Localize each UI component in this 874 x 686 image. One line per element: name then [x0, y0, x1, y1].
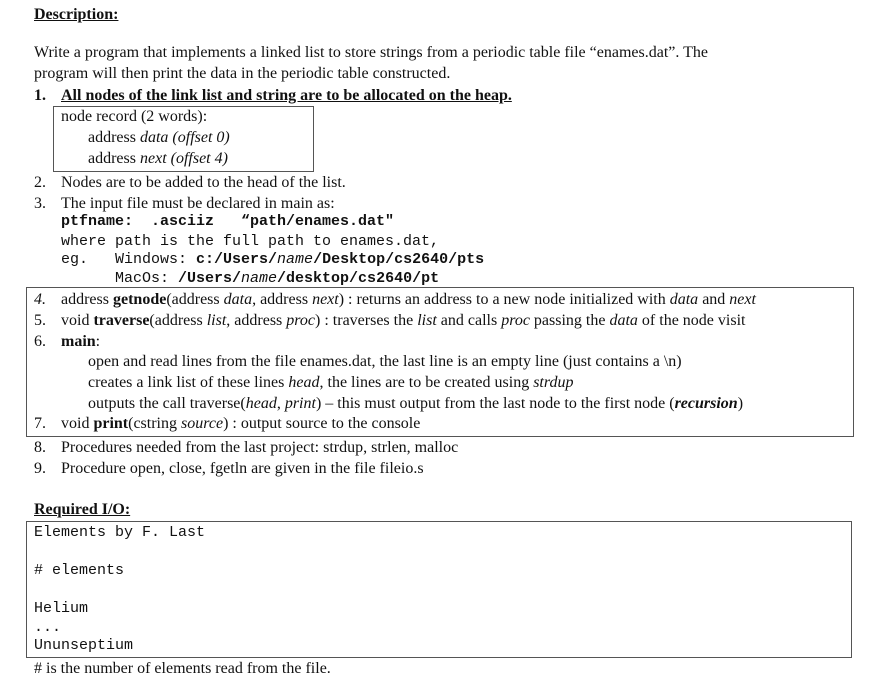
code-where-path: where path is the full path to enames.dat, — [61, 233, 440, 250]
item-2-text: Nodes are to be added to the head of the list. — [61, 174, 346, 191]
item-9-number: 9. — [34, 460, 46, 477]
main-step-open: open and read lines from the file enames.dat, the last line is an empty line (just contains a \n) — [88, 353, 682, 370]
item-3-number: 3. — [34, 195, 46, 212]
node-record-line-2: address data (offset 0) — [88, 129, 230, 146]
item-6-label: main: — [61, 333, 101, 350]
description-heading: Description: — [34, 6, 119, 23]
item-4-number: 4. — [34, 291, 46, 308]
item-1-number: 1. — [34, 87, 46, 104]
item-6-number: 6. — [34, 333, 46, 350]
item-5-number: 5. — [34, 312, 46, 329]
main-step-output: outputs the call traverse(head, print) – this must output from the last node to the first node (recursion) — [88, 395, 744, 412]
io-line-count: # elements — [34, 562, 125, 579]
item-8-number: 8. — [34, 439, 46, 456]
item-3-text: The input file must be declared in main as: — [61, 195, 335, 212]
io-line-last-element: Ununseptium — [34, 637, 134, 654]
item-5-text: void traverse(address list, address proc) : traverses the list and calls proc passing the data of the node visit — [61, 312, 746, 329]
code-ptfname: ptfname: .asciiz “path/enames.dat" — [61, 213, 395, 230]
io-line-title: Elements by F. Last — [34, 524, 206, 541]
node-record-line-1: node record (2 words): — [61, 108, 208, 125]
intro-line-2: program will then print the data in the periodic table constructed. — [34, 65, 451, 82]
required-io-heading: Required I/O: — [34, 501, 131, 518]
item-9-text: Procedure open, close, fgetln are given in the file fileio.s — [61, 460, 424, 477]
main-step-create: creates a link list of these lines head, the lines are to be created using strdup — [88, 374, 574, 391]
code-macos-path: MacOs: /Users/name/desktop/cs2640/pt — [115, 270, 440, 287]
code-windows-path: eg. Windows: c:/Users/name/Desktop/cs2640/pts — [61, 251, 485, 268]
io-footnote: # is the number of elements read from the file. — [34, 660, 331, 677]
item-1-text: All nodes of the link list and string are to be allocated on the heap. — [61, 87, 512, 104]
item-8-text: Procedures needed from the last project: strdup, strlen, malloc — [61, 439, 459, 456]
io-line-ellipsis: ... — [34, 619, 62, 636]
intro-line-1: Write a program that implements a linked list to store strings from a periodic table file “enames.dat”. The — [34, 44, 708, 61]
node-record-line-3: address next (offset 4) — [88, 150, 228, 167]
item-7-text: void print(cstring source) : output source to the console — [61, 415, 421, 432]
item-4-text: address getnode(address data, address next) : returns an address to a new node initialized with data and next — [61, 291, 756, 308]
item-2-number: 2. — [34, 174, 46, 191]
item-7-number: 7. — [34, 415, 46, 432]
io-line-first-element: Helium — [34, 600, 89, 617]
io-output-box — [26, 521, 852, 658]
